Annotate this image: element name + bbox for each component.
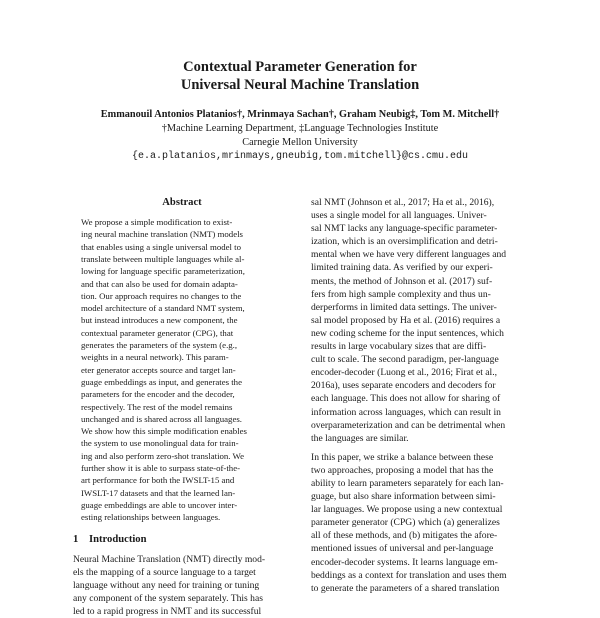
right-paragraph-2: In this paper, we strike a balance between these two approaches, proposing a model that has the ability to learn parameters separately for each lan- guage, but also share information between simi- lar languages. We propose using a new contextual parameter generator (CPG) which (a) generalizes all of these methods, and (b) mitigates the afore- mentioned issues of universal and per-language encoder-decoder systems. It learns language em- beddings as a context for translation and uses them to generate the parameters of a shared translation <box>311 451 507 594</box>
author-block <box>0 108 600 164</box>
right-paragraph-1: sal NMT (Johnson et al., 2017; Ha et al., 2016), uses a single model for all languages. Univer- sal NMT lacks any language-specific parameter- ization, which is an oversimplification and detri- mental when we have very different languages and limited training data. As verified by our experi- ments, the method of Johnson et al. (2017) suf- fers from high sample complexity and thus un- derperforms in limited data settings. The univer- sal model proposed by Ha et al. (2016) requires a new coding scheme for the input sentences, which results in large vocabulary sizes that are diffi- cult to scale. The second paradigm, per-language encoder-decoder (Luong et al., 2016; Firat et al., 2016a), uses separate encoders and decoders for each language. This does not allow for sharing of information across languages, which can result in overparameterization and can be detrimental when the languages are similar. <box>311 197 507 444</box>
author-emails: {e.a.platanios,mrinmays,gneubig,tom.mitchell}@cs.cmu.edu <box>131 151 469 162</box>
title-line-1: Contextual Parameter Generation for <box>183 59 417 75</box>
section-number: 1 <box>73 533 79 545</box>
left-column <box>73 196 291 618</box>
section-heading-introduction <box>73 533 291 546</box>
author-names: Emmanouil Antonios Platanios†, Mrinmaya Sachan†, Graham Neubig‡, Tom M. Mitchell† <box>100 109 500 120</box>
abstract-body: We propose a simple modification to exist- ing neural machine translation (NMT) models that enables using a single universal model to translate between multiple languages while al- lowing for language specific parameterization, and that can also be used for domain adapta- tion. Our approach requires no changes to the model architecture of a standard NMT system, but instead introduces a new component, the contextual parameter generator (CPG), that generates the parameters of the system (e.g., weights in a neural network). This param- eter generator accepts source and target lan- guage embeddings as input, and generates the parameters for the encoder and the decoder, respectively. The rest of the model remains unchanged and is shared across all languages. We show how this simple modification enables the system to use monolingual data for train- ing and also perform zero-shot translation. We further show it is able to surpass state-of-the- art performance for both the IWSLT-15 and IWSLT-17 datasets and that the learned lan- guage embeddings are able to uncover inter- esting relationships between languages. <box>81 217 247 523</box>
author-affiliation: †Machine Learning Department, ‡Language Technologies Institute <box>161 123 439 134</box>
paper-title <box>0 58 600 94</box>
author-institution: Carnegie Mellon University <box>242 137 358 148</box>
introduction-paragraph: Neural Machine Translation (NMT) directly mod- els the mapping of a source language to a target language without any need for training or tuning any component of the system separately. This has led to a rapid progress in NMT and its successful <box>73 553 266 617</box>
right-column <box>311 196 529 595</box>
title-line-2: Universal Neural Machine Translation <box>180 77 420 93</box>
abstract-heading: Abstract <box>162 197 202 208</box>
section-title-text: Introduction <box>89 533 147 545</box>
